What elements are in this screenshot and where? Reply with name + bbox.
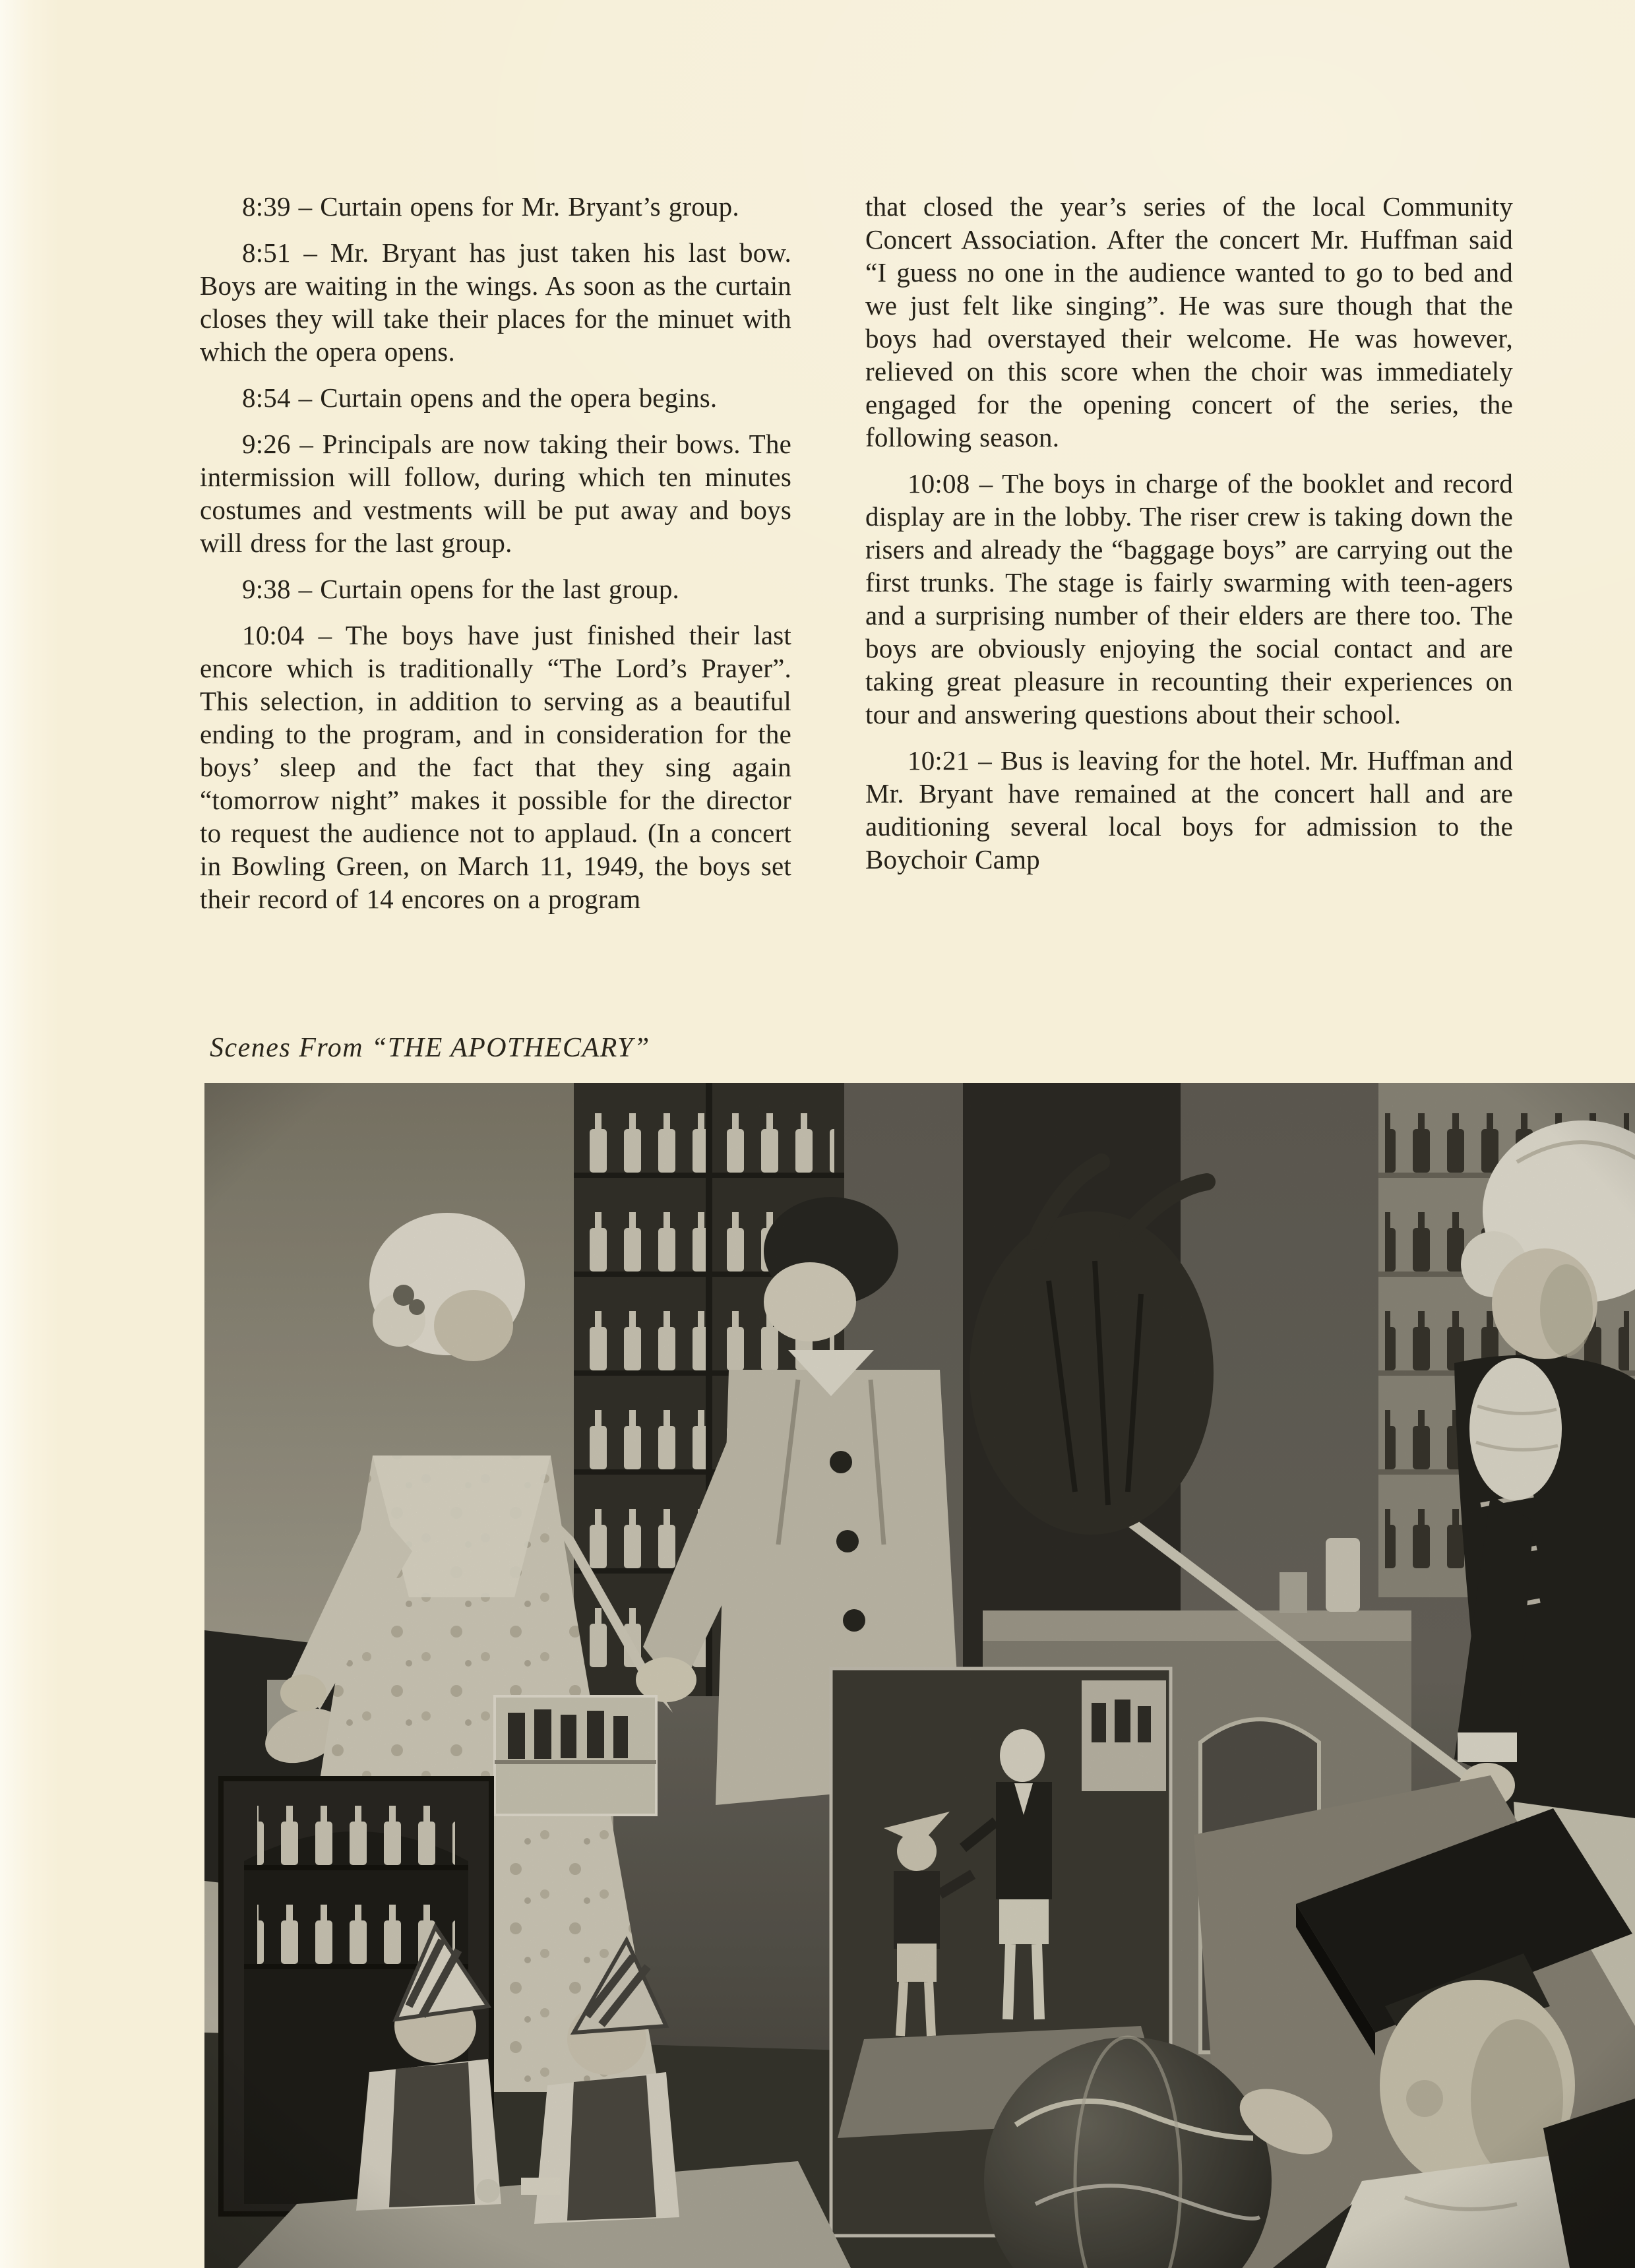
timeline-entry-1008: 10:08 – The boys in charge of the booklet and record display are in the lobby. The riser crew is taking down the risers and already the “baggage boys” are carrying out the first trunks. The stage is fairly swarming with teen-agers and a surprising number of their elders are there too. The boys are obviously enjoying the social contact and are taking great pleasure in recounting their experiences on tour and answering questions about their school. bbox=[865, 468, 1513, 729]
timeline-entry-938: 9:38 – Curtain opens for the last group. bbox=[242, 574, 680, 604]
photo-montage-apothecary bbox=[204, 1083, 1635, 2268]
timeline-entry-1004: 10:04 – The boys have just finished their last encore which is traditionally “The Lord’s Prayer”. This selection, in addition to serving as a beautiful ending to the program, and in consideration for the boys’ sleep and the fact that they sing again “tomorrow night” makes it possible for the director to request the audience not to applaud. (In a concert in Bowling Green, on March 11, 1949, the boys set their record of 14 encores on a program bbox=[200, 620, 791, 914]
timeline-entry-854: 8:54 – Curtain opens and the opera begins. bbox=[242, 383, 718, 413]
right-column bbox=[865, 190, 1513, 889]
timeline-entry-1021: 10:21 – Bus is leaving for the hotel. Mr. Huffman and Mr. Bryant have remained at the concert hall and are auditioning several local boys for admission to the Boychoir Camp bbox=[865, 745, 1513, 874]
photo-caption: Scenes From “THE APOTHECARY” bbox=[210, 1033, 650, 1063]
timeline-entry-839: 8:39 – Curtain opens for Mr. Bryant’s group. bbox=[242, 191, 739, 222]
photo-vignette bbox=[204, 1083, 1635, 2268]
left-column bbox=[200, 190, 791, 929]
continued-paragraph: that closed the year’s series of the local Community Concert Association. After the concert Mr. Huffman said “I guess no one in the audience wanted to go to bed and we just felt like singing”. He was sure though that the boys had overstayed their welcome. He was however, relieved on this score when the choir was immediately engaged for the opening concert of the series, the following season. bbox=[865, 191, 1513, 452]
timeline-entry-851: 8:51 – Mr. Bryant has just taken his last bow. Boys are waiting in the wings. As soon as the curtain closes they will take their places for the minuet with which the opera opens. bbox=[200, 237, 791, 367]
apothecary-montage-illustration bbox=[204, 1083, 1635, 2268]
timeline-entry-926: 9:26 – Principals are now taking their bows. The intermission will follow, during which ten minutes costumes and vestments will be put away and boys will dress for the last group. bbox=[200, 429, 791, 558]
